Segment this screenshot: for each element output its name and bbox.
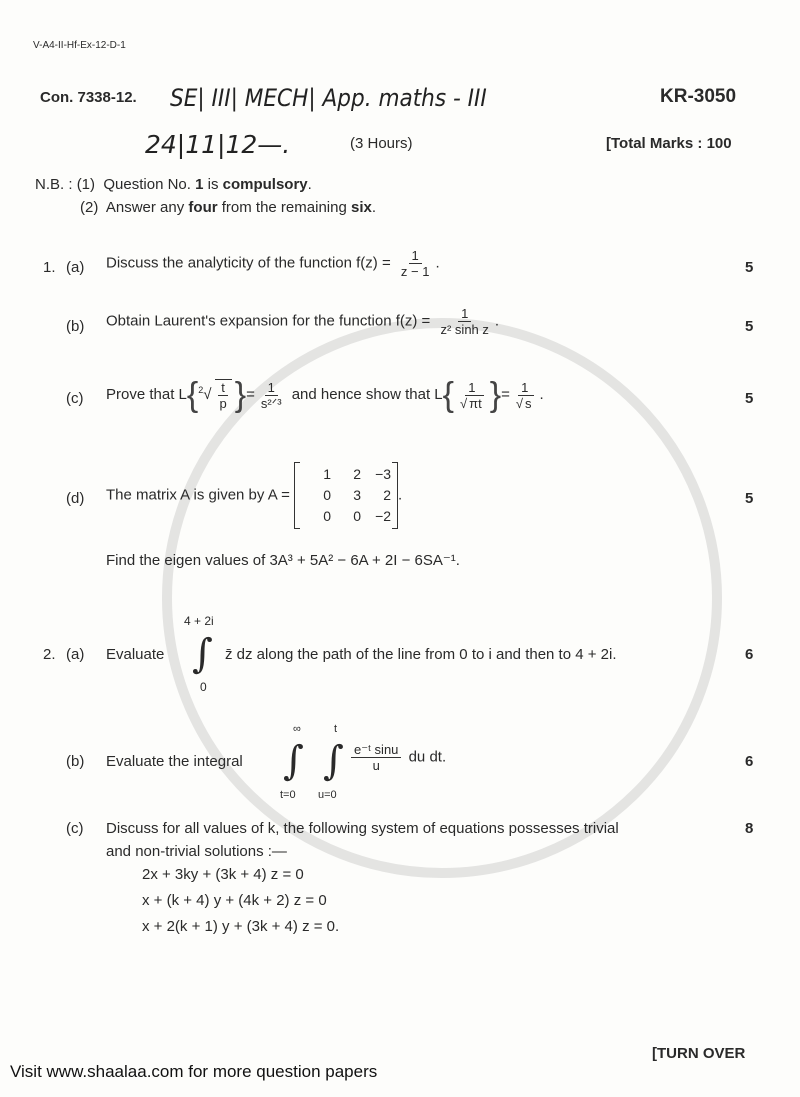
- integral-sign: ∫: [283, 739, 304, 783]
- con-number: Con. 7338-12.: [40, 89, 137, 106]
- denominator: p: [219, 396, 227, 411]
- note-text: Answer any: [105, 199, 185, 216]
- denominator: u: [372, 758, 380, 773]
- q1d-find: Find the eigen values of 3A³ + 5A² − 6A + 2I − 6SA⁻¹.: [106, 552, 460, 569]
- fraction: $\frac{1}{√ s}$: [515, 379, 532, 411]
- note-bold: four: [188, 199, 218, 216]
- q2c-marks: 8: [745, 820, 754, 837]
- question-text: and hence show that L: [291, 385, 443, 403]
- note-num: (2): [80, 199, 99, 216]
- fraction: [351, 742, 401, 773]
- numerator: 1: [518, 380, 531, 396]
- integral-sign: ∫: [323, 739, 344, 783]
- q2a-label: (a): [66, 646, 85, 663]
- note-bold: 1: [195, 176, 204, 193]
- equation: 2x + 3ky + (3k + 4) z = 0: [142, 866, 304, 883]
- equals: =: [246, 385, 255, 403]
- q2a-t1: Evaluate: [106, 646, 165, 663]
- note-bold: six: [350, 199, 372, 216]
- question-text: Discuss the analyticity of the function f(z) =: [106, 254, 391, 272]
- denominator: z² sinh z: [440, 322, 489, 337]
- question-text: The matrix A is given by A =: [106, 486, 290, 504]
- q1-number: 1.: [43, 259, 56, 276]
- question-text: Obtain Laurent's expansion for the function f(z) =: [106, 312, 431, 330]
- note-1: [35, 176, 312, 193]
- note-text: .: [371, 199, 377, 216]
- handwritten-date: 24|11|12—.: [145, 130, 291, 159]
- fraction: [258, 380, 285, 411]
- denominator: s²ᐟ³: [260, 395, 282, 411]
- denominator: z − 1: [400, 264, 430, 279]
- q2b-label: (b): [66, 753, 85, 770]
- q2c-line1: Discuss for all values of k, the following system of equations possesses trivial: [106, 820, 619, 837]
- q1c-label: (c): [66, 390, 84, 407]
- fraction: [215, 379, 232, 411]
- note-num: (1): [76, 176, 96, 193]
- numerator: e⁻ᵗ sinu: [351, 742, 401, 758]
- q1c-text: Prove that L{$^2$√ $\frac{t}{p}$ }= $\frac{1}{\text{s²ᐟ³}}$ and hence show that L{ $\frac{1}{√ \pi t}$ }= $\frac{1}{√ s}$ .: [106, 376, 544, 414]
- matrix-cell: 2: [383, 487, 392, 503]
- q1c-marks: 5: [745, 390, 754, 407]
- matrix-cell: 1: [323, 466, 332, 482]
- q1a-text: Discuss the analyticity of the function f(z) = $\frac{1}{z - 1}$ .: [106, 248, 440, 279]
- numerator: 1: [409, 248, 422, 264]
- turn-over: [TURN OVER: [652, 1045, 746, 1062]
- upper-limit: 4 + 2i: [184, 614, 214, 628]
- numerator: 1: [265, 380, 278, 396]
- duration: (3 Hours): [350, 135, 413, 152]
- q2a-marks: 6: [745, 646, 754, 663]
- q2-number: 2.: [43, 646, 56, 663]
- note-text: from the remaining: [221, 199, 347, 216]
- q1d-marks: 5: [745, 490, 754, 507]
- numerator: t: [218, 380, 228, 396]
- note-text: .: [307, 176, 312, 193]
- numerator: 1: [458, 306, 471, 322]
- q1b-text: Obtain Laurent's expansion for the function f(z) = $\frac{1}{\text{z² sinh z}}$ .: [106, 306, 500, 337]
- lower-limit: t=0: [280, 789, 296, 801]
- fraction: [398, 248, 433, 279]
- q1d-label: (d): [66, 490, 85, 507]
- handwritten-title: SE| III| MECH| App. maths - III: [170, 84, 487, 112]
- denominator: s: [525, 395, 532, 411]
- q1a-marks: 5: [745, 259, 754, 276]
- numerator: 1: [465, 380, 478, 396]
- q2b-marks: 6: [745, 753, 754, 770]
- question-text: Prove that L: [106, 385, 187, 403]
- q1d-text: The matrix A is given by A = 1 2 −3 0 3 2 0 0 −2 .: [106, 462, 402, 529]
- note-text: is: [207, 176, 219, 193]
- q2b-t1: Evaluate the integral: [106, 753, 243, 770]
- fraction: $\frac{1}{√ \pi t}$: [460, 379, 482, 411]
- matrix-cell: 0: [353, 508, 362, 524]
- integral-sign: ∫: [192, 632, 213, 676]
- q2c-line2: and non-trivial solutions :—: [106, 843, 287, 860]
- note-text: Question No.: [103, 176, 191, 193]
- paper-code-small: V-A4-II-Hf-Ex-12-D-1: [33, 40, 126, 51]
- matrix-cell: −2: [375, 508, 392, 524]
- matrix-cell: 0: [323, 508, 332, 524]
- equation: x + (k + 4) y + (4k + 2) z = 0: [142, 892, 327, 909]
- matrix-cell: 2: [353, 466, 362, 482]
- matrix-cell: −3: [375, 466, 392, 482]
- root-index: 2: [198, 384, 204, 395]
- upper-limit: t: [334, 723, 338, 735]
- denominator: πt: [469, 395, 482, 411]
- paper-id: KR-3050: [660, 86, 737, 107]
- matrix-a: [294, 462, 398, 529]
- q2b-integrand: [348, 742, 446, 773]
- nb-label: N.B. :: [35, 176, 73, 193]
- q1a-label: (a): [66, 259, 85, 276]
- question-text: du dt.: [408, 748, 447, 766]
- fraction: [437, 306, 491, 337]
- matrix-cell: 0: [323, 487, 332, 503]
- equation: x + 2(k + 1) y + (3k + 4) z = 0.: [142, 918, 340, 935]
- lower-limit: 0: [200, 680, 207, 694]
- upper-limit: ∞: [293, 723, 301, 735]
- footer-link[interactable]: Visit www.shaalaa.com for more question papers: [10, 1062, 378, 1081]
- q2a-t2: z̄ dz along the path of the line from 0 to i and then to 4 + 2i.: [225, 646, 617, 663]
- note-bold: compulsory: [222, 176, 308, 193]
- q2c-label: (c): [66, 820, 84, 837]
- q1b-label: (b): [66, 318, 85, 335]
- q1b-marks: 5: [745, 318, 754, 335]
- total-marks: [Total Marks : 100: [606, 135, 732, 152]
- lower-limit: u=0: [318, 789, 337, 801]
- matrix-cell: 3: [353, 487, 362, 503]
- note-2: [80, 199, 376, 216]
